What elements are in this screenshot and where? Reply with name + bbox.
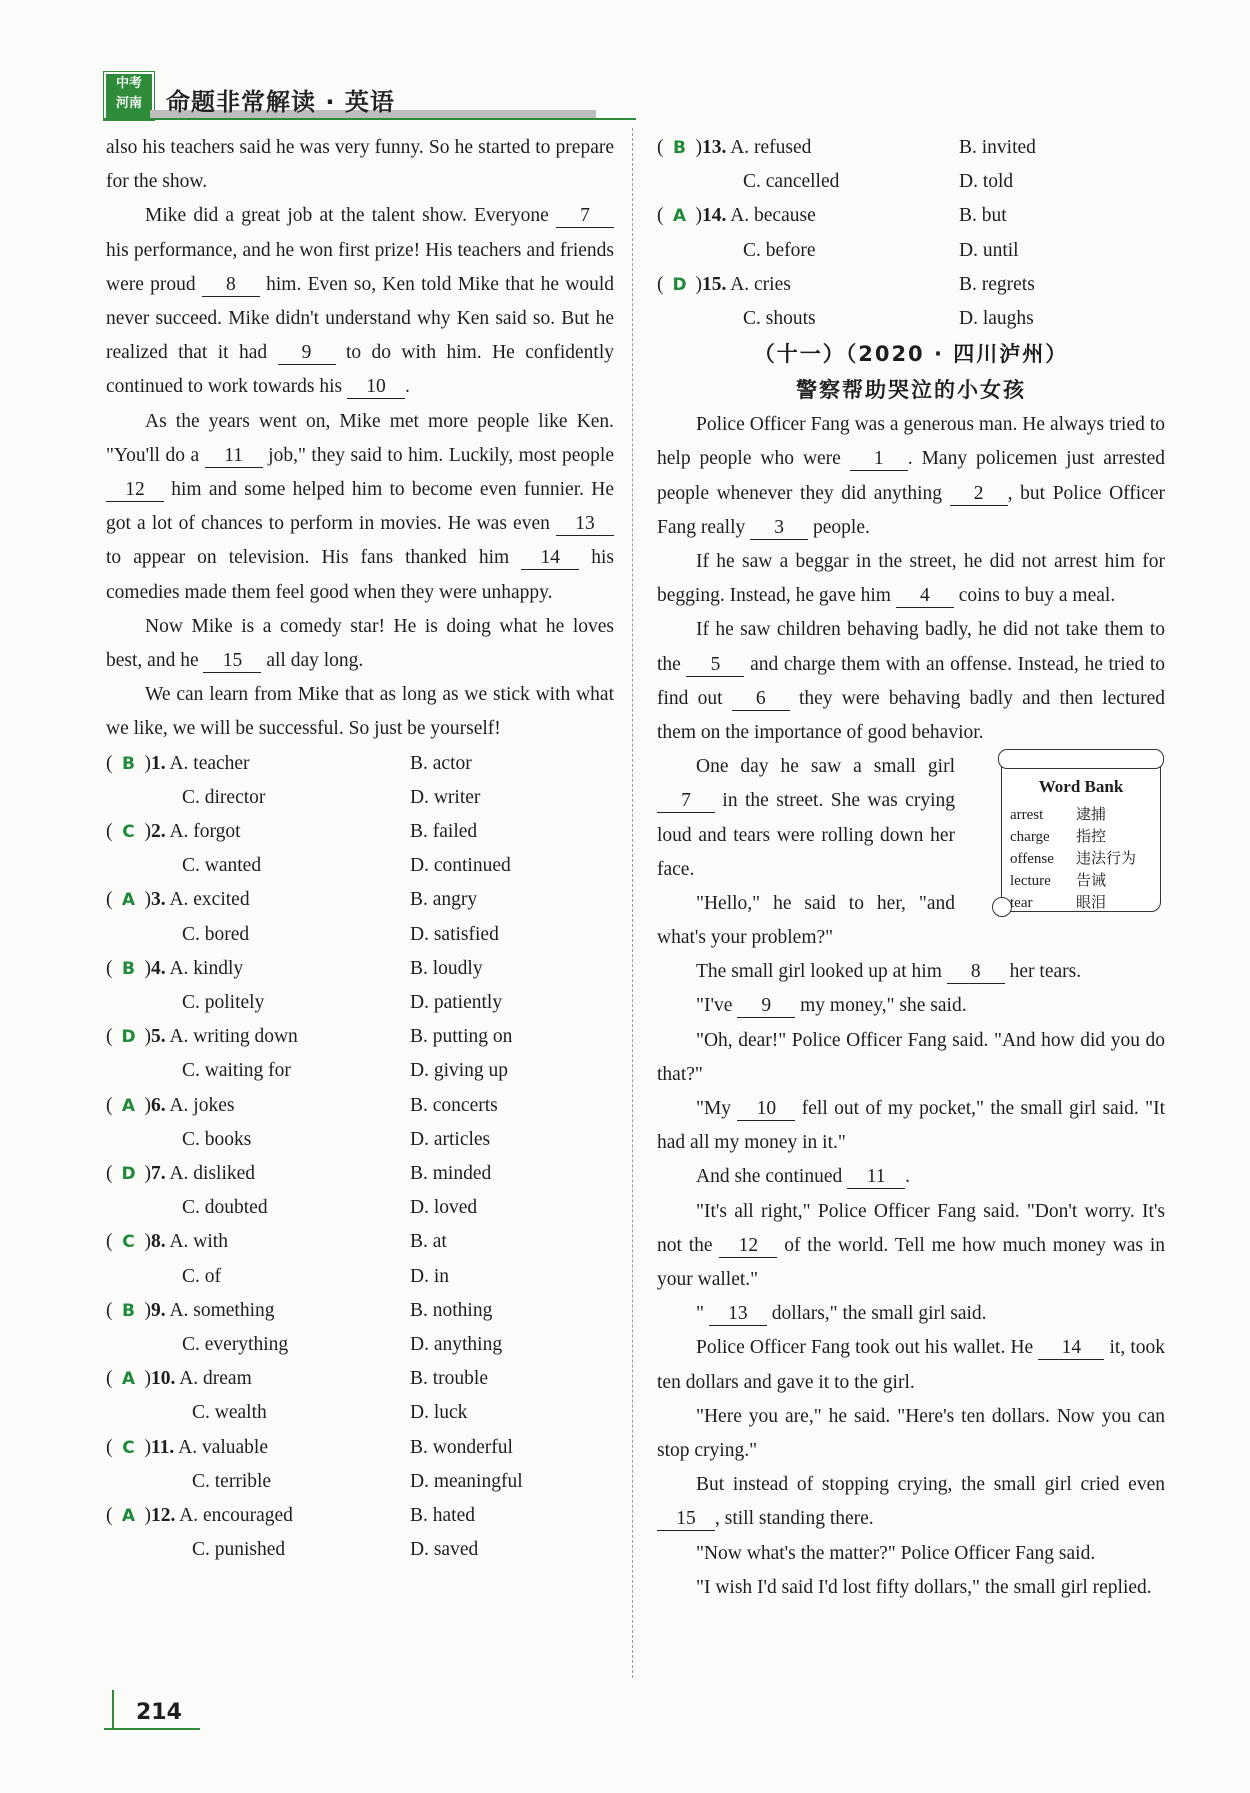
answer-blank: 5 — [686, 654, 744, 677]
question-item: ( A )10. A. dream B. trouble C. wealth D. luck — [106, 1362, 614, 1430]
option-b[interactable]: B. putting on — [410, 1026, 513, 1048]
option-d[interactable]: D. luck — [410, 1402, 468, 1424]
option-b[interactable]: B. hated — [410, 1504, 475, 1526]
answer-blank: 3 — [750, 517, 808, 540]
answer-mark: A — [121, 1505, 136, 1526]
answer-mark: D — [121, 1164, 136, 1184]
option-d[interactable]: D. satisfied — [410, 923, 499, 945]
question-item: ( B )4. A. kindly B. loudly C. politely D. patiently — [106, 952, 614, 1020]
answer-blank: 8 — [947, 961, 1005, 984]
question-item: ( D )5. A. writing down B. putting on C. waiting for D. giving up — [106, 1020, 614, 1088]
answer-mark: C — [122, 822, 135, 843]
option-c[interactable]: C. books — [182, 1128, 252, 1150]
answer-blank: 10 — [347, 376, 405, 399]
option-b[interactable]: B. angry — [410, 889, 478, 911]
passage-paragraph: "It's all right," Police Officer Fang said. "Don't worry. It's not the 12 of the world. Tell me how much money was in your wallet." — [657, 1200, 1166, 1291]
question-number: 1. — [151, 752, 166, 774]
passage-paragraph: also his teachers said he was very funny. So he started to prepare for the show. — [106, 137, 614, 193]
option-b[interactable]: B. nothing — [410, 1299, 493, 1321]
option-b[interactable]: B. failed — [410, 821, 478, 843]
question-list — [106, 747, 614, 1568]
answer-mark: C — [122, 1232, 135, 1253]
option-c[interactable]: C. terrible — [192, 1470, 272, 1492]
question-item: ( B )13. A. refused B. invited C. cancelled D. told — [657, 131, 1165, 199]
logo — [104, 72, 154, 120]
option-a[interactable]: A. encouraged — [179, 1504, 293, 1526]
option-b[interactable]: B. wonderful — [410, 1436, 513, 1458]
option-c[interactable]: C. doubted — [182, 1197, 268, 1219]
word-bank-item: arrest 逮捕 — [1010, 805, 1107, 824]
answer-blank: 4 — [896, 585, 954, 608]
passage-paragraph: Mike did a great job at the talent show. Everyone 7 his performance, and he won first prize! His teachers and friends were proud 8 him. Even so, Ken told Mike that he would never succeed. Mike didn't understand why Ken said so. But he realized that it had 9 to do with him. He confidently continued to work towards his 10 . — [106, 205, 615, 398]
answer-mark: A — [672, 206, 687, 227]
word-bank-item: offense 违法行为 — [1010, 849, 1137, 868]
passage-paragraph: Police Officer Fang was a generous man. He always tried to help people who were 1 . Many policemen just arrested people whenever they did anything 2 , but Police Officer Fang really 3 people. — [657, 414, 1166, 538]
question-list — [657, 131, 1165, 336]
option-d[interactable]: D. until — [959, 239, 1019, 261]
word-bank-item: lecture 告诫 — [1010, 871, 1107, 890]
answer-blank: 8 — [202, 274, 260, 297]
question-number: 2. — [151, 821, 166, 843]
option-a[interactable]: A. valuable — [178, 1436, 269, 1458]
answer-mark: D — [121, 1027, 136, 1048]
column-divider — [632, 128, 633, 1678]
option-c[interactable]: C. of — [182, 1265, 221, 1287]
passage-paragraph: The small girl looked up at him 8 her tears. — [696, 961, 1082, 983]
answer-blank: 9 — [278, 342, 336, 365]
answer-blank: 10 — [737, 1098, 795, 1121]
option-c[interactable]: C. punished — [192, 1539, 286, 1561]
answer-mark: C — [122, 1437, 135, 1458]
passage-paragraph: One day he saw a small girl 7 in the street. She was crying loud and tears were rolling down her face. — [657, 756, 955, 880]
question-item: ( C )8. A. with B. at C. of D. in — [106, 1225, 614, 1293]
passage-paragraph: "I wish I'd said I'd lost fifty dollars," the small girl replied. — [696, 1576, 1152, 1598]
option-c[interactable]: C. everything — [182, 1333, 289, 1355]
option-a[interactable]: A. writing down — [169, 1026, 298, 1048]
question-item: ( D )7. A. disliked B. minded C. doubted D. loved — [106, 1157, 614, 1225]
option-b[interactable]: B. at — [410, 1231, 447, 1253]
question-number: 13. — [702, 137, 727, 158]
passage-paragraph: Police Officer Fang took out his wallet. He 14 it, took ten dollars and gave it to the girl. — [657, 1337, 1166, 1393]
passage-paragraph: "I've 9 my money," she said. — [696, 995, 967, 1017]
word-bank-title: Word Bank — [1038, 777, 1124, 797]
option-c[interactable]: C. wanted — [182, 855, 262, 877]
option-a[interactable]: A. kindly — [169, 957, 244, 979]
answer-mark: A — [121, 1095, 136, 1116]
option-d[interactable]: D. saved — [410, 1539, 479, 1561]
option-b[interactable]: B. concerts — [410, 1094, 498, 1116]
option-d[interactable]: D. continued — [410, 855, 511, 877]
option-d[interactable]: D. laughs — [959, 307, 1034, 329]
option-a[interactable]: A. because — [730, 205, 816, 227]
option-a[interactable]: A. dream — [179, 1368, 252, 1390]
question-number: 8. — [151, 1231, 166, 1253]
option-c[interactable]: C. director — [182, 786, 266, 808]
answer-mark: A — [121, 890, 136, 911]
answer-blank: 14 — [1038, 1337, 1104, 1360]
answer-blank: 15 — [657, 1508, 715, 1531]
answer-mark: B — [673, 138, 686, 158]
option-c[interactable]: C. bored — [182, 923, 250, 945]
scroll-top-decoration — [998, 749, 1164, 769]
story-with-word-bank — [657, 750, 1165, 955]
question-item: ( A )3. A. excited B. angry C. bored D. satisfied — [106, 883, 614, 951]
question-item: ( A )14. A. because B. but C. before D. until — [657, 199, 1165, 267]
answer-blank: 12 — [719, 1235, 777, 1258]
answer-blank: 11 — [847, 1166, 905, 1189]
option-c[interactable]: C. cancelled — [743, 171, 840, 193]
question-number: 12. — [151, 1504, 176, 1526]
option-d[interactable]: D. writer — [410, 786, 481, 808]
answer-mark: B — [122, 958, 135, 979]
scroll-curl-decoration — [992, 897, 1012, 917]
question-number: 9. — [151, 1299, 166, 1321]
answer-blank: 2 — [950, 483, 1008, 506]
passage-paragraph: Now Mike is a comedy star! He is doing what he loves best, and he 15 all day long. — [106, 615, 614, 672]
passage-paragraph: And she continued 11 . — [696, 1166, 910, 1188]
question-item: ( C )2. A. forgot B. failed C. wanted D. continued — [106, 815, 614, 883]
option-a[interactable]: A. forgot — [169, 821, 241, 843]
option-a[interactable]: A. disliked — [169, 1163, 256, 1184]
question-number: 3. — [151, 889, 166, 911]
page-underline — [104, 1728, 200, 1730]
answer-blank: 6 — [732, 688, 790, 711]
passage-paragraph: "Here you are," he said. "Here's ten dollars. Now you can stop crying." — [657, 1405, 1165, 1462]
option-a[interactable]: A. teacher — [169, 752, 250, 774]
option-a[interactable]: A. cries — [730, 273, 791, 295]
question-number: 7. — [151, 1163, 166, 1184]
option-d[interactable]: D. in — [410, 1265, 449, 1287]
question-item: ( D )15. A. cries B. regrets C. shouts D. laughs — [657, 268, 1165, 336]
answer-blank: 15 — [203, 650, 261, 673]
question-number: 15. — [702, 273, 727, 295]
question-number: 11. — [151, 1436, 175, 1458]
option-d[interactable]: D. anything — [410, 1333, 503, 1355]
question-number: 10. — [151, 1368, 176, 1390]
answer-blank: 12 — [106, 479, 164, 502]
passage-paragraph: "My 10 fell out of my pocket," the small girl said. "It had all my money in it." — [657, 1098, 1166, 1154]
answer-mark: D — [672, 274, 687, 295]
question-item: ( B )1. A. teacher B. actor C. director D. writer — [106, 747, 614, 815]
page-corner-line — [112, 1690, 114, 1730]
answer-blank: 9 — [737, 995, 795, 1018]
passage-paragraph: As the years went on, Mike met more people like Ken. "You'll do a 11 job," they said to him. Luckily, most people 12 him and some helped him to become even funnier. He got a lot of chances to perform in movies. He was even 13 to appear on television. His fans thanked him 14 his comedies made them feel good when they were unhappy. — [106, 410, 615, 603]
question-number: 5. — [151, 1026, 166, 1048]
passage-paragraph: "Now what's the matter?" Police Officer Fang said. — [696, 1542, 1096, 1564]
option-c[interactable]: C. before — [743, 239, 816, 261]
word-bank — [1001, 752, 1161, 912]
option-b[interactable]: B. actor — [410, 752, 472, 774]
option-b[interactable]: B. but — [959, 205, 1007, 227]
right-column — [657, 131, 1165, 1605]
page-header — [104, 70, 636, 122]
word-bank-item: tear 眼泪 — [1010, 893, 1107, 912]
option-a[interactable]: A. something — [169, 1299, 275, 1321]
answer-blank: 7 — [556, 205, 614, 228]
option-d[interactable]: D. told — [959, 171, 1014, 193]
answer-mark: B — [122, 1300, 135, 1321]
passage-paragraph: " 13 dollars," the small girl said. — [696, 1303, 987, 1325]
answer-mark: B — [122, 753, 135, 774]
option-b[interactable]: B. regrets — [959, 273, 1035, 295]
option-b[interactable]: B. trouble — [410, 1368, 488, 1390]
section-title: （十一）（2020 · 四川泸州） — [753, 342, 1069, 367]
section-subtitle: 警察帮助哭泣的小女孩 — [796, 378, 1026, 403]
answer-blank: 13 — [709, 1303, 767, 1326]
option-d[interactable]: D. giving up — [410, 1060, 509, 1082]
logo-line-1: 中考 — [115, 76, 142, 91]
word-bank-item: charge 指控 — [1010, 827, 1107, 846]
answer-mark: A — [121, 1369, 136, 1390]
answer-blank: 14 — [521, 547, 579, 570]
option-d[interactable]: D. articles — [410, 1128, 491, 1150]
question-number: 14. — [702, 205, 727, 227]
left-column — [106, 131, 614, 1567]
option-b[interactable]: B. loudly — [410, 957, 483, 979]
passage-paragraph: If he saw children behaving badly, he did not take them to the 5 and charge them with an offense. Instead, he tried to find out 6 they were behaving badly and then lectured them on the importance of good behavior. — [657, 619, 1166, 743]
option-d[interactable]: D. patiently — [410, 992, 503, 1014]
passage-paragraph: We can learn from Mike that as long as we stick with what we like, we will be successful. So just be yourself! — [106, 684, 614, 740]
logo-line-2: 河南 — [115, 96, 142, 111]
passage-paragraph: "Hello," he said to her, "and what's your problem?" — [657, 893, 955, 949]
question-item: ( B )9. A. something B. nothing C. everything D. anything — [106, 1294, 614, 1362]
book-title: 命题非常解读 · 英语 — [166, 88, 395, 116]
option-b[interactable]: B. minded — [410, 1163, 492, 1184]
passage-paragraph: "Oh, dear!" Police Officer Fang said. "And how did you do that?" — [657, 1029, 1165, 1085]
option-c[interactable]: C. politely — [182, 992, 265, 1014]
question-item: ( A )6. A. jokes B. concerts C. books D. articles — [106, 1089, 614, 1157]
answer-blank: 7 — [657, 790, 715, 813]
question-number: 4. — [151, 957, 166, 979]
question-number: 6. — [151, 1094, 166, 1116]
passage-paragraph: If he saw a beggar in the street, he did not arrest him for begging. Instead, he gave him 4 coins to buy a meal. — [657, 550, 1165, 607]
answer-blank: 11 — [205, 445, 263, 468]
option-c[interactable]: C. wealth — [192, 1402, 267, 1424]
answer-blank: 1 — [850, 448, 908, 471]
answer-blank: 13 — [556, 513, 614, 536]
option-b[interactable]: B. invited — [959, 137, 1036, 158]
option-c[interactable]: C. waiting for — [182, 1060, 291, 1082]
option-a[interactable]: A. refused — [730, 137, 812, 158]
page-number: 214 — [136, 1700, 182, 1725]
option-a[interactable]: A. with — [169, 1231, 228, 1253]
question-item: ( C )11. A. valuable B. wonderful C. terrible D. meaningful — [106, 1431, 614, 1499]
option-d[interactable]: D. meaningful — [410, 1470, 523, 1492]
question-item: ( A )12. A. encouraged B. hated C. punished D. saved — [106, 1499, 614, 1567]
option-d[interactable]: D. loved — [410, 1197, 478, 1219]
option-a[interactable]: A. excited — [169, 889, 250, 911]
option-a[interactable]: A. jokes — [169, 1094, 235, 1116]
header-underline — [104, 118, 636, 120]
passage-paragraph: But instead of stopping crying, the small girl cried even 15 , still standing there. — [657, 1468, 1165, 1536]
option-c[interactable]: C. shouts — [743, 307, 816, 329]
